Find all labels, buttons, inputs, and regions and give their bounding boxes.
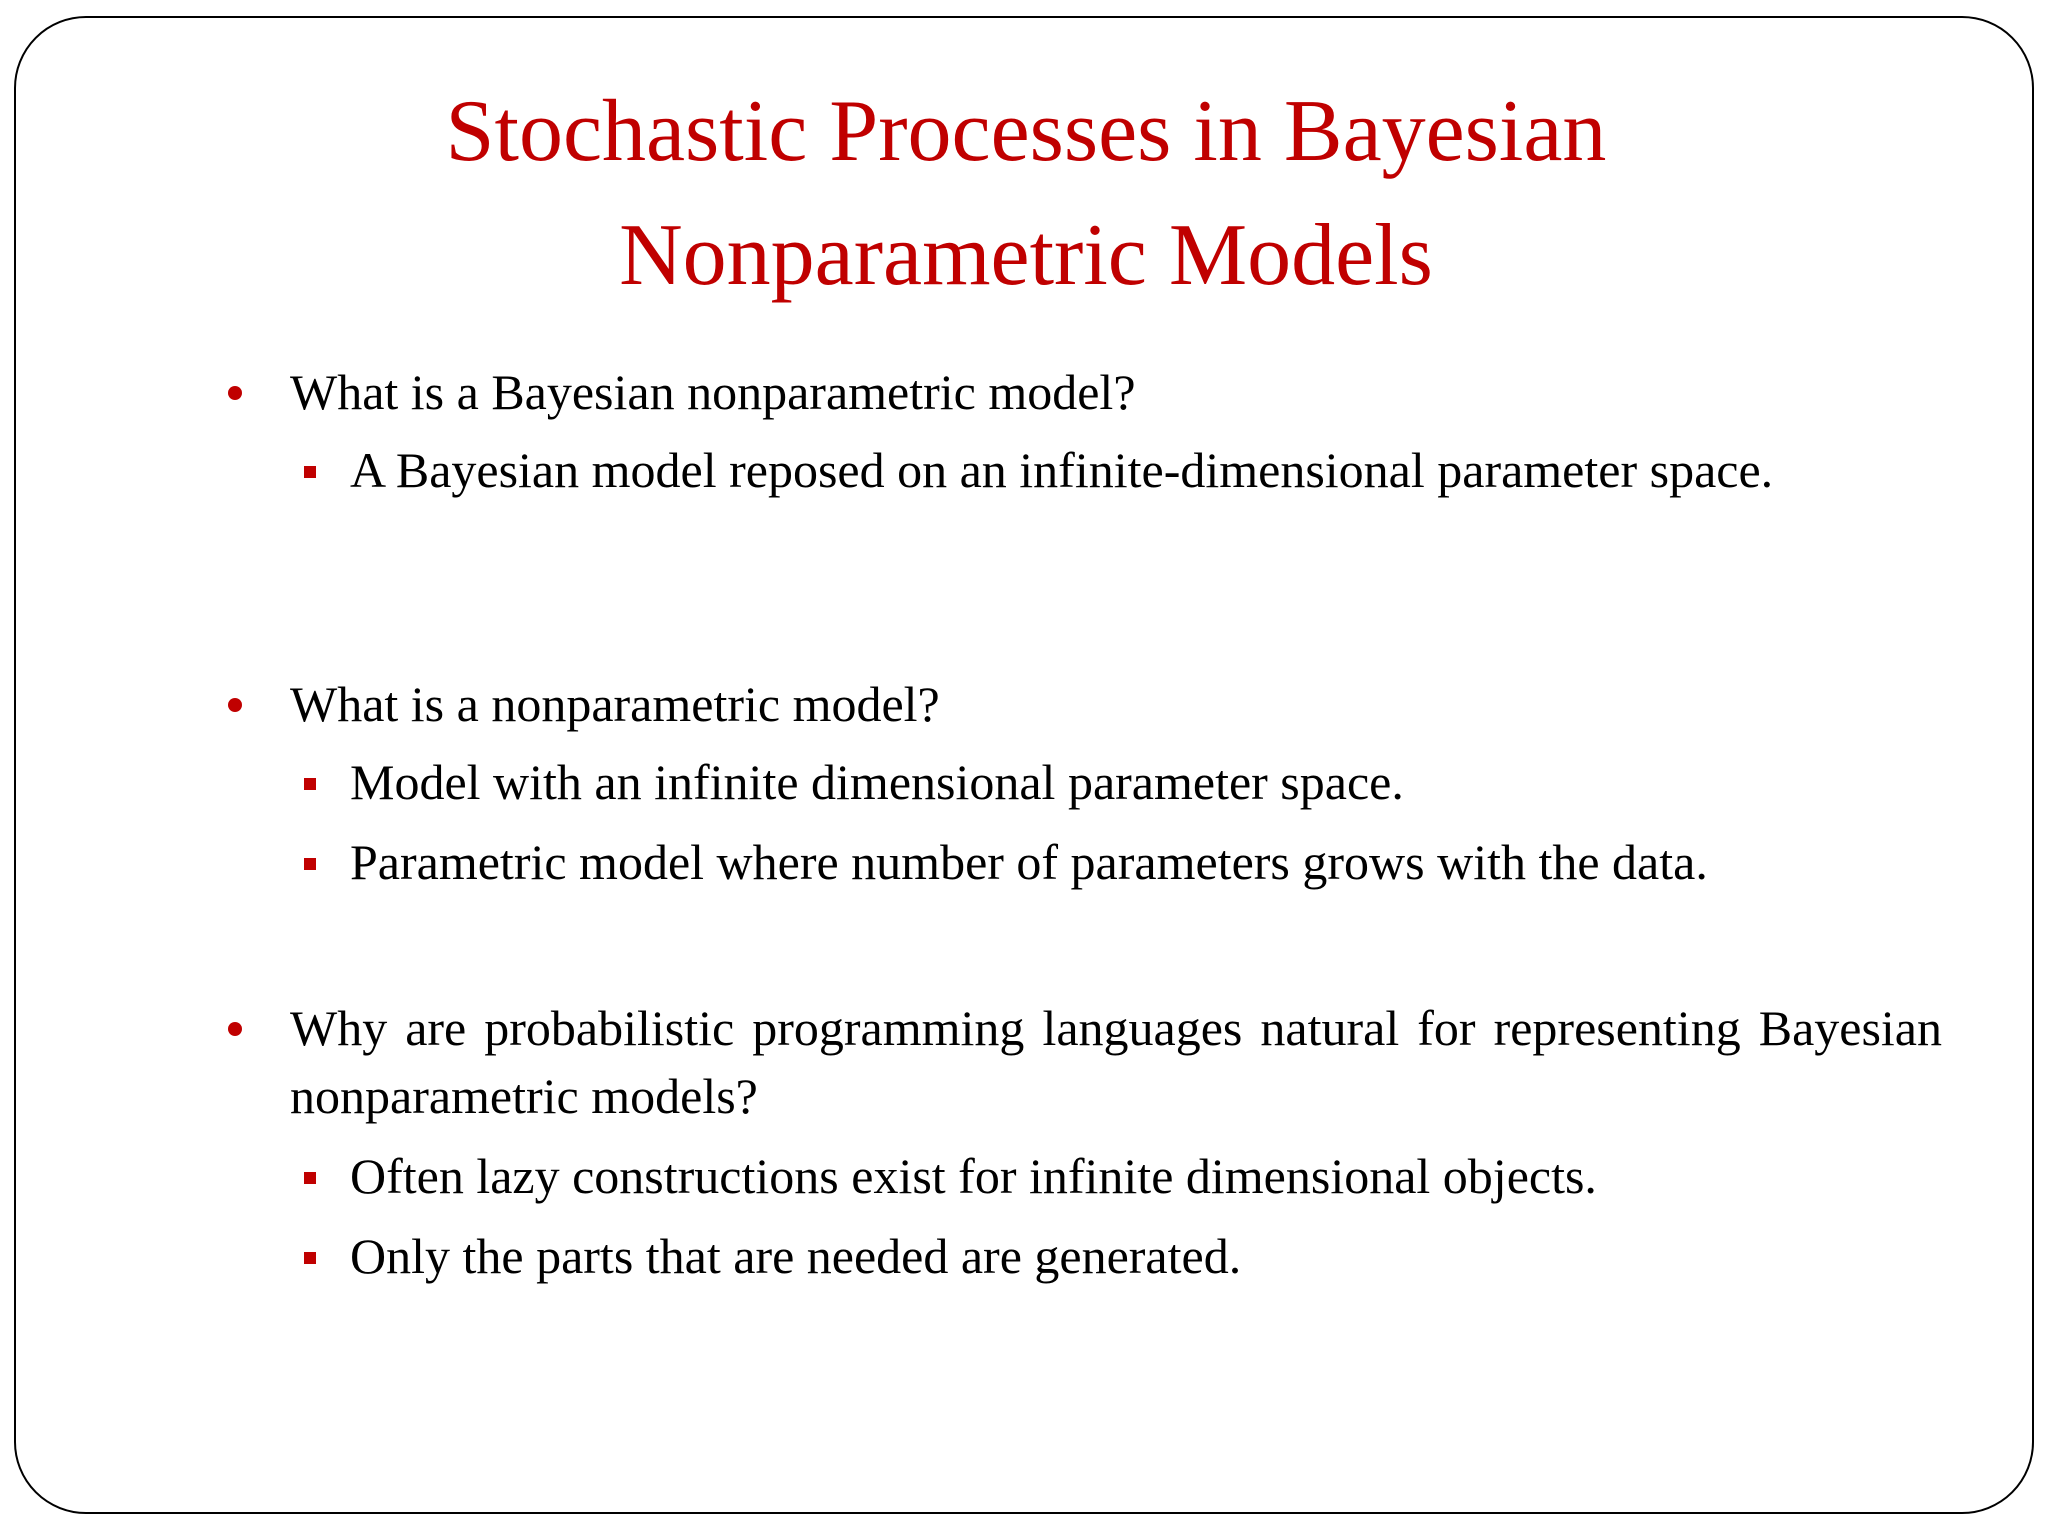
- bullet-square-icon: [304, 858, 316, 870]
- answer-text: Only the parts that are needed are generated.: [350, 1228, 1242, 1284]
- bullet-dot-icon: [228, 1022, 242, 1036]
- bullet-question-1: [290, 358, 1950, 426]
- slide-title-line-2: Nonparametric Models: [619, 207, 1433, 304]
- slide-content: [16, 18, 2036, 1516]
- bullet-square-icon: [304, 1172, 316, 1184]
- slide-frame: [14, 16, 2034, 1514]
- question-text: What is a nonparametric model?: [290, 676, 940, 732]
- sub-bullet-3-2: [350, 1222, 1942, 1290]
- bullet-square-icon: [304, 466, 316, 478]
- answer-text: Model with an infinite dimensional parameter space.: [350, 754, 1404, 810]
- bullet-question-3: [290, 994, 1942, 1130]
- slide-title-line-1: Stochastic Processes in Bayesian: [445, 83, 1607, 180]
- sub-bullet-1-1: [350, 436, 1942, 504]
- bullet-dot-icon: [228, 698, 242, 712]
- question-text: What is a Bayesian nonparametric model?: [290, 364, 1136, 420]
- bullet-square-icon: [304, 1252, 316, 1264]
- answer-text: Parametric model where number of parameters grows with the data.: [350, 834, 1708, 890]
- bullet-square-icon: [304, 778, 316, 790]
- sub-bullet-2-2: [350, 828, 1942, 896]
- sub-bullet-2-1: [350, 748, 1942, 816]
- bullet-question-2: [290, 670, 1950, 738]
- sub-bullet-3-1: [350, 1142, 1942, 1210]
- bullet-dot-icon: [228, 386, 242, 400]
- answer-text: A Bayesian model reposed on an infinite-dimensional parameter space.: [350, 442, 1774, 498]
- answer-text: Often lazy constructions exist for infinite dimensional objects.: [350, 1148, 1597, 1204]
- question-text: Why are probabilistic programming languages natural for representing Bayesian nonparametric models?: [290, 1000, 1942, 1124]
